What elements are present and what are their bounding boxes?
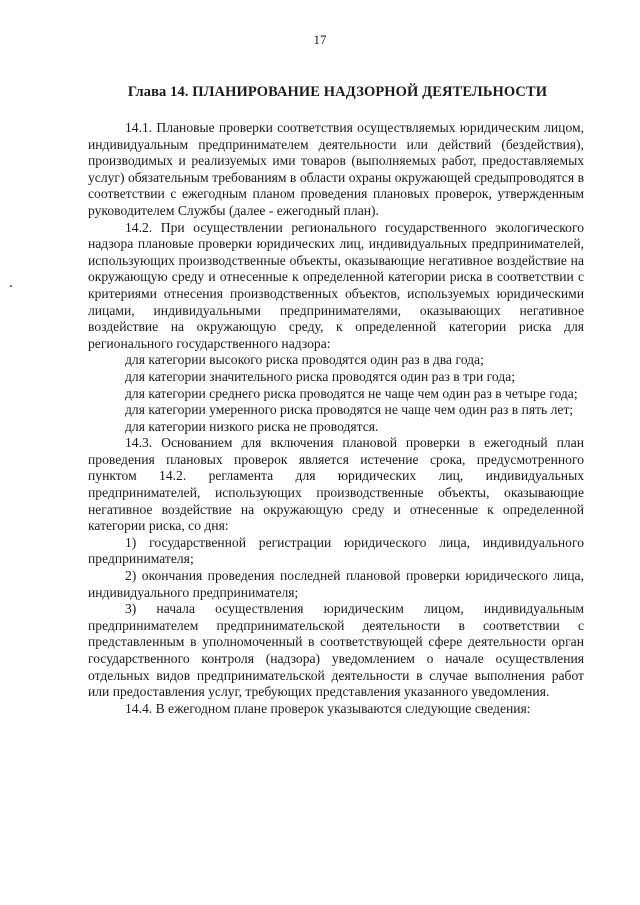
list-item-registration: 1) государственной регистрации юридического лица, индивидуального предпринимателя; [88, 534, 584, 567]
paragraph-14-3: 14.3. Основанием для включения плановой проверки в ежегодный план проведения плановых проверок является истечение срока, предусмотренного пунктом 14.2. регламента для юридических лиц, индивидуальных предпринимателей, использующих производственные объекты, оказывающие негативное воздействие на окружающую среду и отнесенные к определенной категории риска, со дня: [88, 435, 584, 534]
list-item-significant-risk: для категории значительного риска проводятся один раз в три года; [125, 368, 516, 384]
list-item-high-risk: для категории высокого риска проводятся один раз в два года; [125, 352, 484, 368]
list-item-start-of-activity: 3) начала осуществления юридическим лицом, индивидуальным предпринимателем предпринимательской деятельности в соответствии с представленным в уполномоченный в соответствующей сфере деятельности орган государственного контроля (надзора) уведомлением о начале осуществления отдельных видов предпринимательской деятельности в случае выполнения работ или предоставления услуг, требующих представления указанного уведомления. [88, 601, 584, 700]
scan-speck [10, 285, 12, 287]
document-body [88, 120, 584, 717]
list-item-last-inspection: 2) окончания проведения последней плановой проверки юридического лица, индивидуального предпринимателя; [88, 568, 584, 600]
paragraph-14-1: 14.1. Плановые проверки соответствия осуществляемых юридическим лицом, индивидуальным предпринимателем деятельности или действий (бездействия), производимых и реализуемых ими товаров (выполняемых работ, предоставляемых услуг) обязательным требованиям в области охраны окружающей средыпроводятся в соответствии с ежегодным планом проведения плановых проверок, утвержденным руководителем Службы (далее - ежегодный план). [88, 120, 584, 218]
paragraph-14-4: 14.4. В ежегодном плане проверок указываются следующие сведения: [125, 700, 531, 716]
list-item-medium-risk: для категории среднего риска проводятся не чаще чем один раз в четыре года; [125, 385, 578, 401]
list-item-moderate-risk: для категории умеренного риска проводятся не чаще чем один раз в пять лет; [125, 402, 574, 418]
chapter-title: Глава 14. ПЛАНИРОВАНИЕ НАДЗОРНОЙ ДЕЯТЕЛЬНОСТИ [127, 84, 548, 100]
paragraph-14-2: 14.2. При осуществлении регионального государственного экологического надзора плановые проверки юридических лиц, индивидуальных предпринимателей, использующих производственные объекты, оказывающие негативное воздействие на окружающую среду и отнесенные к определенной категории риска в соответствии с критериями отнесения производственных объектов, используемых юридическими лицами, индивидуальными предпринимателями, оказывающих негативное воздействие на окружающую среду, к определенной категории риска для регионального государственного надзора: [88, 219, 584, 351]
list-item-low-risk: для категории низкого риска не проводятся. [125, 418, 379, 434]
page-number: 17 [313, 32, 327, 47]
